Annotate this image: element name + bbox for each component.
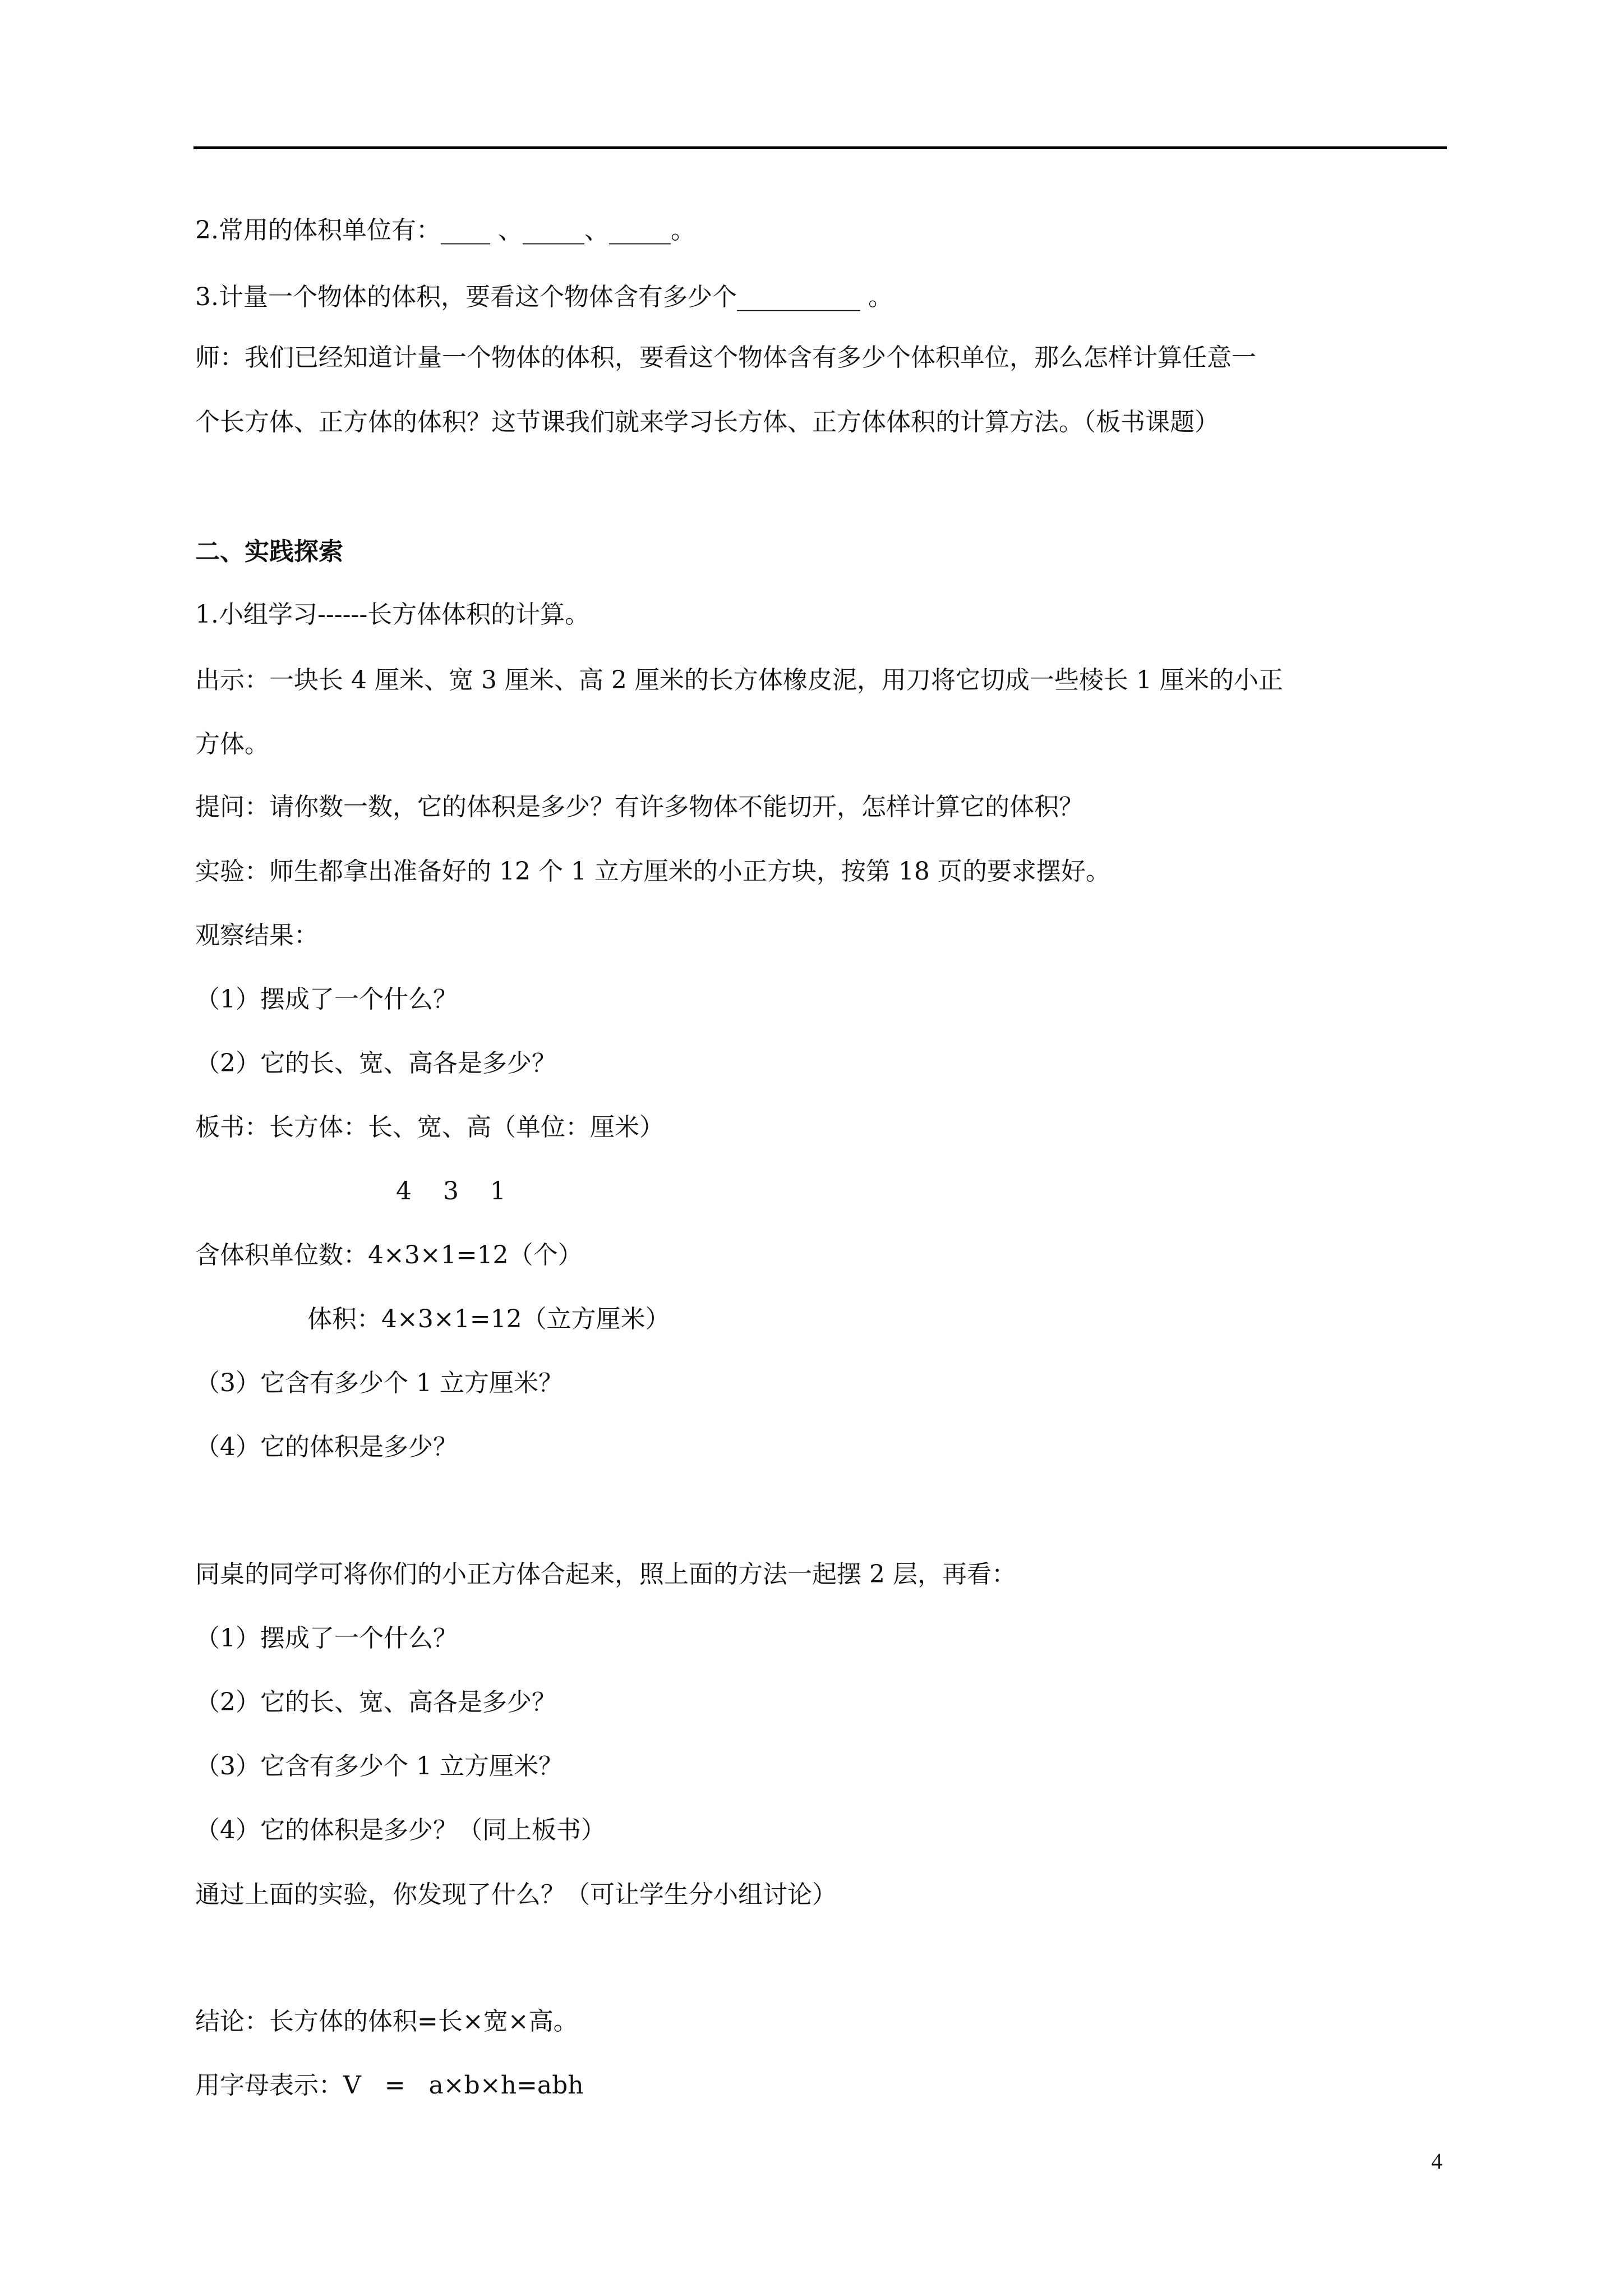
second-observe-item-1: （1）摆成了一个什么？ (195, 1624, 458, 1653)
deskmate-instruction: 同桌的同学可将你们的小正方体合起来，照上面的方法一起摆 2 层，再看： (195, 1560, 1016, 1589)
group-study-line: 1.小组学习------长方体体积的计算。 (195, 600, 590, 629)
second-observe-item-4: （4）它的体积是多少？（同上板书） (195, 1816, 606, 1844)
experiment-line: 实验：师生都拿出准备好的 12 个 1 立方厘米的小正方块，按第 18 页的要求摆好。 (195, 857, 1110, 886)
blackboard-line: 板书：长方体：长、宽、高（单位：厘米） (195, 1113, 664, 1142)
header-rule (193, 146, 1447, 149)
letter-formula: 用字母表示：V = a×b×h=abh (195, 2071, 584, 2100)
question-line: 提问：请你数一数，它的体积是多少？有许多物体不能切开，怎样计算它的体积？ (195, 793, 1083, 821)
observe-item-1: （1）摆成了一个什么？ (195, 985, 458, 1014)
dimensions-values: 4 3 1 (396, 1177, 506, 1205)
question-measure-volume: 3.计量一个物体的体积，要看这个物体含有多少个__________ 。 (195, 283, 893, 311)
conclusion-line: 结论：长方体的体积=长×宽×高。 (195, 2007, 578, 2036)
section-heading-practice: 二、实践探索 (195, 537, 343, 566)
teacher-intro-line-2: 个长方体、正方体的体积？这节课我们就来学习长方体、正方体体积的计算方法。（板书课题） (195, 408, 1219, 436)
show-line-1: 出示：一块长 4 厘米、宽 3 厘米、高 2 厘米的长方体橡皮泥，用刀将它切成一些棱长 1 厘米的小正 (195, 666, 1283, 694)
second-observe-item-2: （2）它的长、宽、高各是多少？ (195, 1688, 556, 1717)
observe-item-2: （2）它的长、宽、高各是多少？ (195, 1049, 556, 1078)
second-observe-item-3: （3）它含有多少个 1 立方厘米？ (195, 1752, 563, 1780)
page-number: 4 (1431, 2148, 1442, 2174)
question-volume-units: 2.常用的体积单位有：____ 、_____、_____。 (195, 216, 695, 245)
observe-result-label: 观察结果： (195, 921, 319, 950)
show-line-2: 方体。 (195, 730, 269, 758)
discovery-question: 通过上面的实验，你发现了什么？（可让学生分小组讨论） (195, 1880, 837, 1909)
volume-formula: 体积：4×3×1=12（立方厘米） (307, 1305, 670, 1333)
observe-item-3: （3）它含有多少个 1 立方厘米？ (195, 1369, 563, 1397)
observe-item-4: （4）它的体积是多少？ (195, 1433, 458, 1461)
unit-count-formula: 含体积单位数：4×3×1=12（个） (195, 1241, 583, 1269)
teacher-intro-line-1: 师：我们已经知道计量一个物体的体积，要看这个物体含有多少个体积单位，那么怎样计算任意一 (195, 343, 1256, 372)
